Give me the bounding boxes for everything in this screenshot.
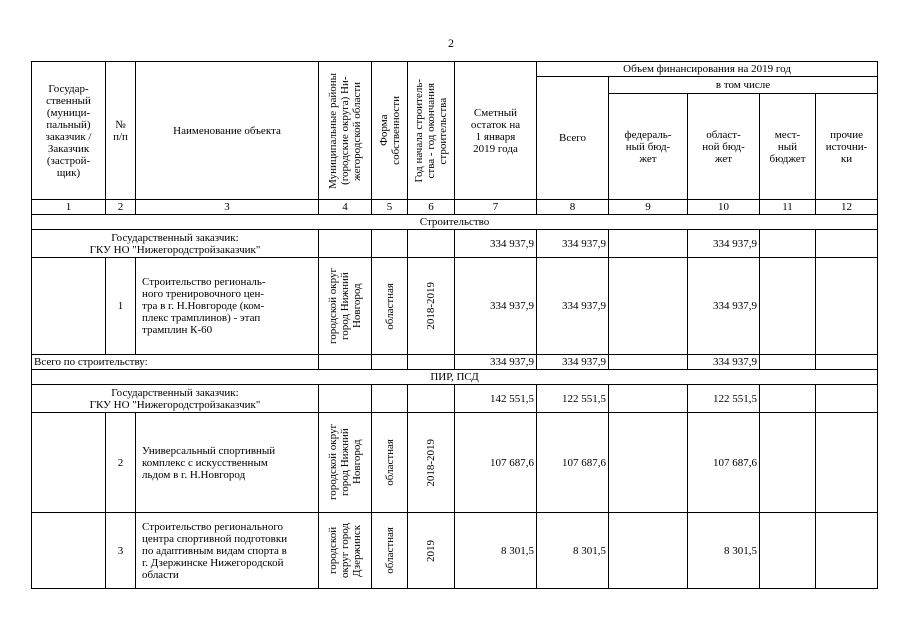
- table-row: [32, 513, 878, 589]
- item-number: 1: [106, 258, 136, 355]
- total-total: 334 937,9: [537, 355, 609, 370]
- item-years: 2018-2019: [425, 438, 437, 487]
- item-total: 107 687,6: [537, 413, 609, 513]
- customer-balance: 334 937,9: [455, 230, 537, 258]
- item-total: 8 301,5: [537, 513, 609, 589]
- header-object-name: Наименование объекта: [136, 62, 319, 200]
- header-districts: Муниципальные районы (городские округа) Ни- жегородской области: [327, 72, 363, 189]
- item-regional: 107 687,6: [688, 413, 760, 513]
- column-number: 4: [319, 200, 372, 215]
- column-number: 9: [609, 200, 688, 215]
- header-ownership: Форма собственности: [377, 96, 402, 165]
- item-name: Строительство региональ- ного тренировочного цен- тра в г. Н.Новгороде (ком- плекс трамплинов) - этап трамплин К-60: [136, 258, 319, 355]
- column-number: 10: [688, 200, 760, 215]
- column-number: 8: [537, 200, 609, 215]
- item-number: 2: [106, 413, 136, 513]
- customer-total: 334 937,9: [537, 230, 609, 258]
- customer-row: [32, 230, 878, 258]
- customer-balance: 142 551,5: [455, 385, 537, 413]
- header-customer: Государ- ственный (муници- пальный) заказчик / Заказчик (застрой- щик): [32, 62, 106, 200]
- item-ownership: областная: [383, 282, 396, 330]
- header-including: в том числе: [609, 77, 878, 94]
- item-ownership: областная: [383, 527, 396, 574]
- header-total: Всего: [537, 77, 609, 200]
- header-regional: област- ной бюд- жет: [688, 94, 760, 200]
- page-number: 2: [448, 36, 454, 50]
- item-balance: 334 937,9: [455, 258, 537, 355]
- header-federal: федераль- ный бюд- жет: [609, 94, 688, 200]
- column-number: 2: [106, 200, 136, 215]
- total-label: Всего по строительству:: [32, 355, 319, 370]
- table-row: [32, 413, 878, 513]
- customer-regional: 334 937,9: [688, 230, 760, 258]
- header-years: Год начала строитель- ства - год окончания строительства: [413, 78, 449, 183]
- item-name: Строительство регионального центра спортивной подготовки по адаптивным видам спорта в г. Дзержинске Нижегородской области: [136, 513, 319, 589]
- item-years: 2018-2019: [425, 282, 437, 330]
- column-number: 5: [372, 200, 408, 215]
- item-district: городской округ город Дзержинск: [327, 523, 363, 578]
- column-number: 12: [816, 200, 878, 215]
- item-number: 3: [106, 513, 136, 589]
- customer-label: Государственный заказчик: ГКУ НО "Нижегородстройзаказчик": [32, 385, 319, 413]
- item-district: городской округ город Нижний Новгород: [327, 267, 363, 345]
- item-years: 2019: [425, 539, 437, 562]
- customer-label: Государственный заказчик: ГКУ НО "Нижегородстройзаказчик": [32, 230, 319, 258]
- header-local: мест- ный бюджет: [760, 94, 816, 200]
- header-funding-2019: Объем финансирования на 2019 год: [537, 62, 878, 77]
- table-row: [32, 258, 878, 355]
- item-district: городской округ город Нижний Новгород: [327, 424, 363, 501]
- customer-regional: 122 551,5: [688, 385, 760, 413]
- total-regional: 334 937,9: [688, 355, 760, 370]
- customer-row: [32, 385, 878, 413]
- item-ownership: областная: [383, 439, 396, 486]
- header-num: № п/п: [106, 62, 136, 200]
- item-regional: 334 937,9: [688, 258, 760, 355]
- column-number: 7: [455, 200, 537, 215]
- total-balance: 334 937,9: [455, 355, 537, 370]
- item-balance: 107 687,6: [455, 413, 537, 513]
- item-balance: 8 301,5: [455, 513, 537, 589]
- column-number: 3: [136, 200, 319, 215]
- header-other: прочие источни- ки: [816, 94, 878, 200]
- column-number: 6: [408, 200, 455, 215]
- section-title-design: ПИР, ПСД: [32, 370, 878, 385]
- item-name: Универсальный спортивный комплекс с искусственным льдом в г. Н.Новгород: [136, 413, 319, 513]
- financing-table: [31, 61, 878, 589]
- header-balance: Сметный остаток на 1 января 2019 года: [455, 62, 537, 200]
- section-title-construction: Строительство: [32, 215, 878, 230]
- item-total: 334 937,9: [537, 258, 609, 355]
- column-number: 11: [760, 200, 816, 215]
- customer-total: 122 551,5: [537, 385, 609, 413]
- item-regional: 8 301,5: [688, 513, 760, 589]
- total-row: [32, 355, 878, 370]
- column-numbers-row: [32, 200, 878, 215]
- column-number: 1: [32, 200, 106, 215]
